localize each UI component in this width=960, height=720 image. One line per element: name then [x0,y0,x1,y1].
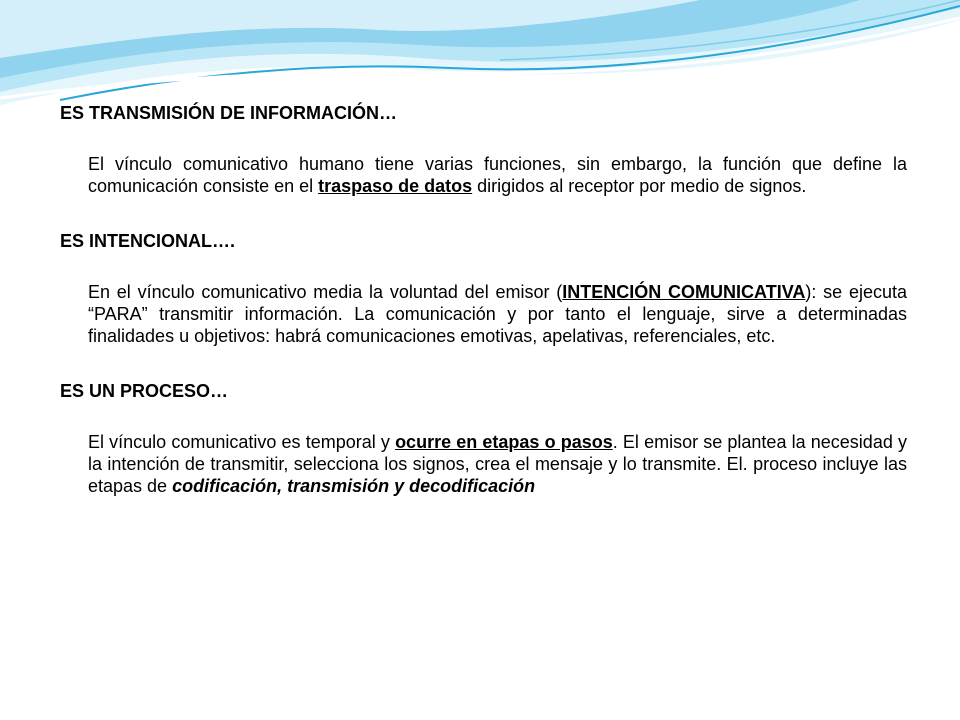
paragraph-text: . El emisor se plantea la necesidad y la intención de transmitir, selecciona los signos, crea el mensaje y lo transmite. El. proceso incluye las etapas de [88,432,907,496]
paragraph-text: ): se ejecuta “PARA” transmitir información. La comunicación y por tanto el lenguaje, sirve a determinadas finalidades u objetivos: habrá comunicaciones emotivas, apelativas, referenciales, etc. [88,282,907,346]
emphasis-italic-text: codificación, transmisión y decodificación [172,476,536,496]
section-paragraph-intencional [60,281,907,347]
section-heading-intencional: ES INTENCIONAL…. [60,231,236,251]
slide-body [60,101,907,497]
emphasis-text: ocurre en etapas o pasos [395,432,613,452]
paragraph-text: El vínculo comunicativo es temporal y [88,432,396,452]
section-heading-proceso: ES UN PROCESO… [60,381,229,401]
paragraph-text: El vínculo comunicativo humano tiene varias funciones, sin embargo, la función que define la comunicación consiste en el [88,154,907,196]
emphasis-text: INTENCIÓN COMUNICATIVA [562,282,806,302]
section-paragraph-proceso [60,431,907,497]
paragraph-text: dirigidos al receptor por medio de signos. [472,176,807,196]
section-paragraph-transmision [60,153,907,197]
emphasis-text: traspaso de datos [318,176,473,196]
section-heading-transmision: ES TRANSMISIÓN DE INFORMACIÓN… [60,103,398,123]
paragraph-text: En el vínculo comunicativo media la voluntad del emisor ( [88,282,563,302]
